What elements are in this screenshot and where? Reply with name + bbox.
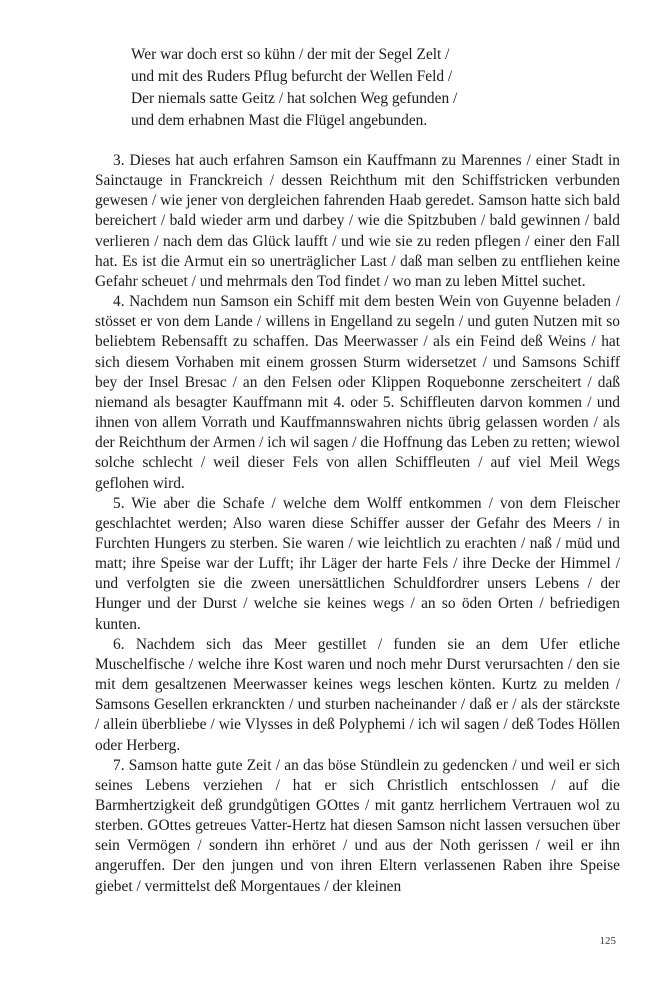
- verse-block: [131, 44, 620, 132]
- verse-line: und mit des Ruders Pflug befurcht der Wellen Feld /: [131, 68, 453, 85]
- paragraph-3: 3. Dieses hat auch erfahren Samson ein Kauffmann zu Marennes / einer Stadt in Sainctauge in Franckreich / dessen Reichthum mit den Schiffstricken verbunden gewesen / wie jener von dergleichen fahrenden Haab geredet. Samson hatte sich bald bereichert / bald wieder arm und darbey / wie die Spitzbuben / bald gewinnen / bald verlieren / nach dem das Glück laufft / und wie sie zu reden pflegen / einer den Fall hat. Es ist die Armut ein so unerträglicher Last / daß man selben zu entfliehen keine Gefahr scheuet / und mehrmals den Tod findet / wo man zu leben Mittel suchet.: [95, 152, 620, 290]
- section-spacer: [95, 132, 620, 151]
- paragraph-6: 6. Nachdem sich das Meer gestillet / funden sie an dem Ufer etliche Muschelfische / welche ihre Kost waren und noch mehr Durst verursachten / den sie mit dem gesaltzenen Meerwasser keines wegs leschen könten. Kurtz zu melden / Samsons Gesellen erkranckten / und sturben nacheinander / daß er / als der stärckste / allein überbliebe / wie Vlysses in deß Polyphemi / ich wil sagen / deß Todes Höllen oder Herberg.: [95, 635, 620, 754]
- verse-line: Wer war doch erst so kühn / der mit der Segel Zelt /: [131, 46, 450, 63]
- page-text-block: [95, 44, 620, 897]
- paragraph-4: 4. Nachdem nun Samson ein Schiff mit dem besten Wein von Guyenne beladen / stösset er von dem Lande / willens in Engelland zu segeln / und guten Nutzen mit so beliebtem Rebensafft zu schaffen. Das Meerwasser / als ein Feind deß Weins / hat sich diesem Vorhaben mit einem grossen Sturm widersetzet / und Samsons Schiff bey der Insel Bresac / an den Felsen oder Klippen Roquebonne zerscheitert / daß niemand als besagter Kauffmann mit 4. oder 5. Schiffleuten darvon kommen / und ihnen von allem Vorrath und Kauffmannswahren nichts übrig gelassen worden / als der Reichthum der Armen / ich wil sagen / die Hoffnung das Leben zu retten; wiewol solche schlecht / weil dieser Fels von allen Schiffleuten / auf viel Meil Wegs geflohen wird.: [95, 293, 620, 492]
- page-number: 125: [599, 935, 616, 947]
- verse-line: Der niemals satte Geitz / hat solchen Weg gefunden /: [131, 90, 458, 107]
- paragraph-7: 7. Samson hatte gute Zeit / an das böse Stündlein zu gedencken / und weil er sich seines Lebens verziehen / hat er sich Christlich entschlossen / auf die Barmhertzigkeit deß grundgůtigen GOttes / mit gantz herrlichem Vertrauen wol zu sterben. GOttes getreues Vatter-Hertz hat diesen Samson nicht lassen versuchen über sein Vermögen / sondern ihn erhöret / und aus der Noth gerissen / weil er ihn angeruffen. Der den jungen und von ihren Eltern verlassenen Raben ihre Speise giebet / vermittelst deß Morgentaues / der kleinen: [95, 756, 620, 895]
- verse-line: und dem erhabnen Mast die Flügel angebunden.: [131, 112, 428, 129]
- paragraph-5: 5. Wie aber die Schafe / welche dem Wolff entkommen / von dem Fleischer geschlachtet werden; Also waren diese Schiffer ausser der Gefahr des Meers / in Furchten Hungers zu sterben. Sie waren / wie leichtlich zu erachten / naß / müd und matt; ihre Speise war der Lufft; ihr Läger der harte Fels / ihre Decke der Himmel / und verfolgten sie die zween unersättlichen Schuldfordrer unsers Lebens / der Hunger und der Durst / welche sie keines wegs / an so öden Orten / befriedigen kunten.: [95, 494, 620, 633]
